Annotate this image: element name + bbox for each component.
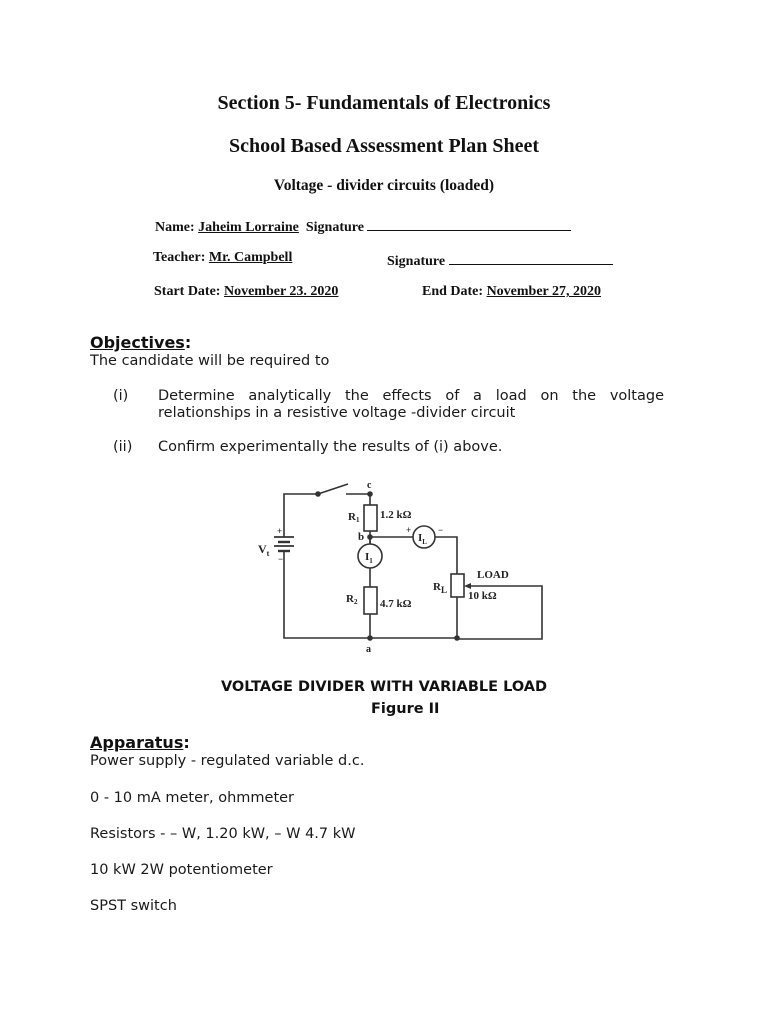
teacher-row <box>153 250 292 266</box>
apparatus-heading: Apparatus: <box>90 733 190 752</box>
apparatus-item: SPST switch <box>90 898 177 914</box>
i1-meter-label: $I_1$ <box>365 551 373 565</box>
student-signature-label: Signature <box>305 220 364 235</box>
start-date-value: November 23. 2020 <box>223 284 339 299</box>
objective-number: (ii) <box>113 439 133 455</box>
battery-plus: + <box>277 526 283 536</box>
r2-value: 4.7 kΩ <box>380 598 412 610</box>
r1-value: 1.2 kΩ <box>380 509 412 521</box>
objectives-heading: Objectives: <box>90 333 192 352</box>
il-minus: − <box>438 525 444 535</box>
rl-value: 10 kΩ <box>468 590 497 602</box>
voltage-divider-circuit-diagram <box>248 462 573 660</box>
r2-label: R2 <box>346 593 358 606</box>
apparatus-item: 0 - 10 mA meter, ohmmeter <box>90 790 295 806</box>
figure-caption: VOLTAGE DIVIDER WITH VARIABLE LOAD <box>220 679 548 695</box>
name-value: Jaheim Lorraine <box>198 220 299 235</box>
teacher-signature-line[interactable] <box>449 250 613 265</box>
student-signature-line[interactable] <box>367 216 571 231</box>
objectives-intro: The candidate will be required to <box>90 353 330 369</box>
apparatus-item: 10 kW 2W potentiometer <box>90 862 273 878</box>
teacher-signature-row <box>387 250 613 270</box>
start-date-row <box>154 284 338 300</box>
end-date-value: November 27, 2020 <box>486 284 602 299</box>
vt-label: $V_t$ <box>258 542 270 558</box>
il-plus: + <box>406 525 412 535</box>
apparatus-item: Resistors - – W, 1.20 kW, – W 4.7 kW <box>90 826 356 842</box>
il-meter-label: $I_L$ <box>418 532 427 546</box>
end-date-label: End Date: <box>422 284 484 299</box>
rl-label: $R_L$ <box>433 581 447 595</box>
topic-title: Voltage - divider circuits (loaded) <box>273 177 495 194</box>
objective-text: Determine analytically the effects of a load on the voltage relationships in a resistive voltage -divider circuit <box>158 388 664 421</box>
name-row <box>155 216 571 236</box>
name-label: Name: <box>155 220 195 235</box>
load-label: LOAD <box>477 569 509 581</box>
r1-label: R1 <box>348 511 360 524</box>
section-title: Section 5- Fundamentals of Electronics <box>217 92 551 114</box>
apparatus-item: Power supply - regulated variable d.c. <box>90 753 365 769</box>
sheet-title: School Based Assessment Plan Sheet <box>228 135 540 157</box>
start-date-label: Start Date: <box>154 284 221 299</box>
teacher-signature-label: Signature <box>387 254 446 269</box>
figure-number: Figure II <box>371 701 440 717</box>
objective-number: (i) <box>113 388 129 404</box>
teacher-label: Teacher: <box>153 250 206 265</box>
objective-text: Confirm experimentally the results of (i) above. <box>158 439 503 455</box>
battery-minus: − <box>278 554 284 564</box>
node-b-label: b <box>358 531 365 543</box>
teacher-value: Mr. Campbell <box>208 250 293 265</box>
end-date-row <box>422 284 601 300</box>
node-c-label: c <box>367 480 372 491</box>
node-a-label: a <box>366 644 371 655</box>
